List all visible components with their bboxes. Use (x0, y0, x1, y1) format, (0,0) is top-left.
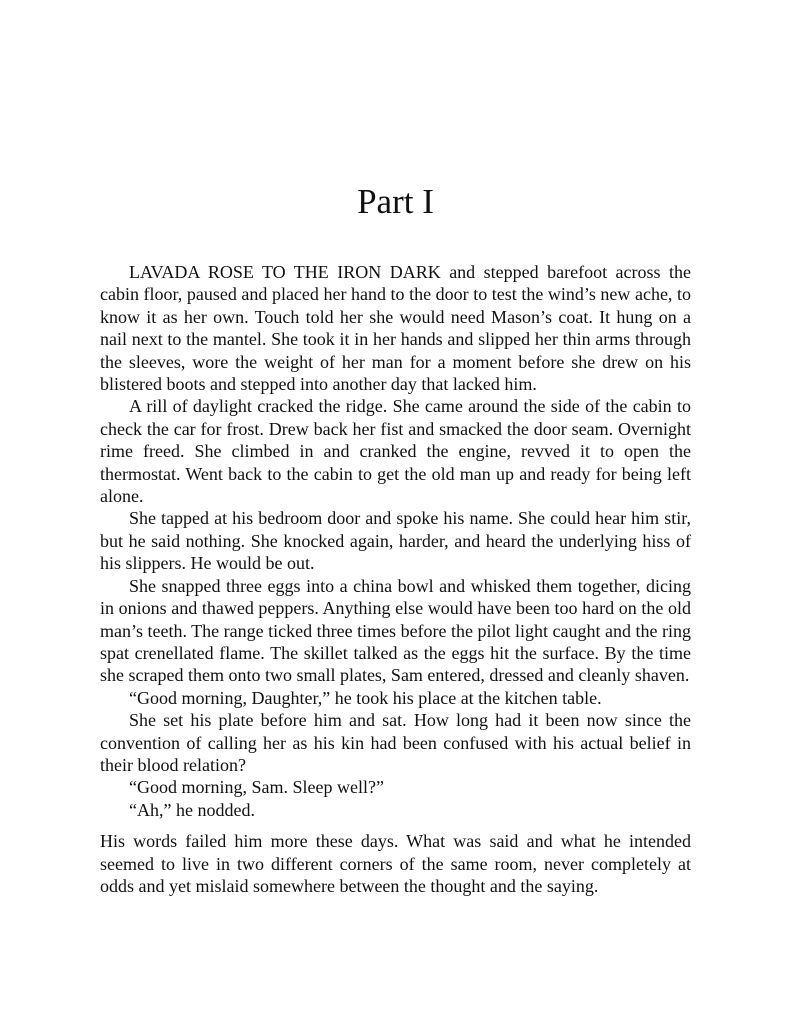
paragraph-3: She tapped at his bedroom door and spoke his name. She could hear him stir, but he said nothing. She knocked again, harder, and heard the underlying hiss of his slippers. He would be out. (100, 508, 691, 574)
paragraph-2: A rill of daylight cracked the ridge. She came around the side of the cabin to check the car for frost. Drew back her fist and smacked the door seam. Overnight rime freed. She climbed in and cranked the engine, revved it to open the thermostat. Went back to the cabin to get the old man up and ready for being left alone. (100, 396, 691, 507)
paragraph-4: She snapped three eggs into a china bowl and whisked them together, dicing in onions and thawed peppers. Anything else would have been too hard on the old man’s teeth. The range ticked three times before the pilot light caught and the ring spat crenellated flame. The skillet talked as the eggs hit the surface. By the time she scraped them onto two small plates, Sam entered, dressed and cleanly shaven. (100, 575, 691, 686)
body-text (100, 261, 691, 897)
paragraph-1: LAVADA ROSE TO THE IRON DARK and stepped barefoot across the cabin floor, paused and placed her hand to the door to test the wind’s new ache, to know it as her own. Touch told her she would need Mason’s coat. It hung on a nail next to the mantel. She took it in her hands and slipped her thin arms through the sleeves, wore the weight of her man for a moment before she drew on his blistered boots and stepped into another day that lacked him. (100, 262, 691, 395)
paragraph-6: She set his plate before him and sat. How long had it been now since the convention of calling her as his kin had been confused with his actual belief in their blood relation? (100, 710, 691, 775)
paragraph-9: His words failed him more these days. What was said and what he intended seemed to live in two different corners of the same room, never completely at odds and yet mislaid somewhere between the thought and the saying. (100, 831, 691, 896)
part-title: Part I (357, 182, 434, 221)
paragraph-5: “Good morning, Daughter,” he took his place at the kitchen table. (129, 687, 602, 708)
paragraph-8: “Ah,” he nodded. (129, 799, 255, 820)
paragraph-7: “Good morning, Sam. Sleep well?” (129, 777, 384, 798)
